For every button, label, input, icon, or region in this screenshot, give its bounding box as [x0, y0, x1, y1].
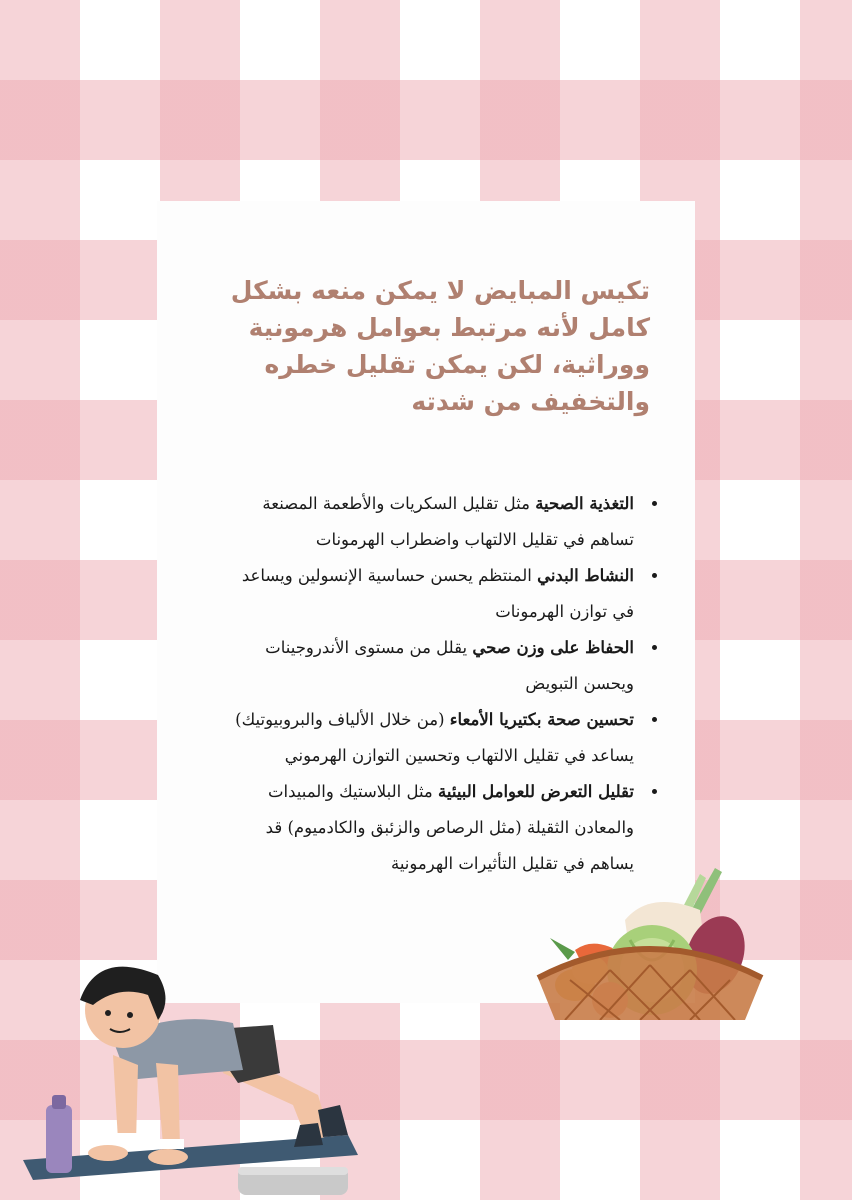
tip-heading: الحفاظ على وزن صحي	[472, 638, 634, 657]
tip-heading: تحسين صحة بكتيريا الأمعاء	[449, 710, 634, 729]
list-item	[222, 630, 640, 702]
tip-heading: النشاط البدني	[537, 566, 634, 585]
list-item	[222, 702, 640, 774]
tip-text: (من خلال الألياف والبروبيوتيك) يساعد في تقليل الالتهاب وتحسين التوازن الهرموني	[235, 710, 634, 765]
list-item	[222, 486, 640, 558]
tip-text: المنتظم يحسن حساسية الإنسولين ويساعد في توازن الهرمونات	[241, 566, 634, 621]
vegetable-basket-illustration	[530, 860, 770, 1020]
tip-heading: التغذية الصحية	[535, 494, 634, 513]
tip-text: مثل البلاستيك والمبيدات والمعادن الثقيلة (مثل الرصاص والزئبق والكادميوم) قد يساهم في تقليل التأثيرات الهرمونية	[265, 782, 634, 873]
tips-list	[222, 486, 662, 882]
tip-text: يقلل من مستوى الأندروجينات ويحسن التبويض	[265, 638, 634, 693]
tip-text: مثل تقليل السكريات والأطعمة المصنعة تساهم في تقليل الالتهاب واضطراب الهرمونات	[262, 494, 634, 549]
woman-plank-exercise-illustration	[18, 955, 398, 1200]
tip-heading: تقليل التعرض للعوامل البيئية	[438, 782, 634, 801]
page-title: تكيس المبايض لا يمكن منعه بشكل كامل لأنه مرتبط بعوامل هرمونية ووراثية، لكن يمكن تقليل خطره والتخفيف من شدته	[230, 276, 650, 416]
list-item	[222, 558, 640, 630]
